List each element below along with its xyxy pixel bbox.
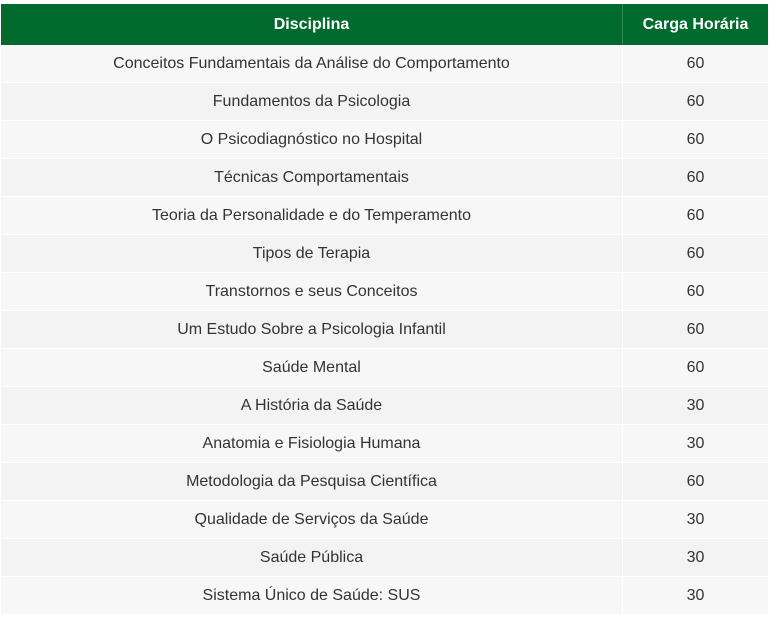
- table-row: [1, 387, 768, 425]
- hours-cell: 60: [623, 349, 768, 387]
- table-row: [1, 83, 768, 121]
- curriculum-table: [1, 4, 768, 615]
- discipline-cell: Saúde Mental: [1, 349, 623, 387]
- discipline-cell: Um Estudo Sobre a Psicologia Infantil: [1, 311, 623, 349]
- discipline-cell: Transtornos e seus Conceitos: [1, 273, 623, 311]
- table-row: [1, 121, 768, 159]
- table-row: [1, 197, 768, 235]
- hours-cell: 30: [623, 425, 768, 463]
- hours-cell: 60: [623, 83, 768, 121]
- discipline-cell: O Psicodiagnóstico no Hospital: [1, 121, 623, 159]
- hours-cell: 60: [623, 463, 768, 501]
- curriculum-table-container: [1, 4, 768, 615]
- hours-cell: 60: [623, 273, 768, 311]
- hours-cell: 30: [623, 539, 768, 577]
- table-row: [1, 273, 768, 311]
- header-hours: Carga Horária: [623, 4, 768, 45]
- table-row: [1, 349, 768, 387]
- hours-cell: 30: [623, 387, 768, 425]
- hours-cell: 60: [623, 197, 768, 235]
- table-row: [1, 501, 768, 539]
- table-row: [1, 425, 768, 463]
- table-row: [1, 463, 768, 501]
- discipline-cell: Tipos de Terapia: [1, 235, 623, 273]
- table-body: [1, 45, 768, 615]
- discipline-cell: Conceitos Fundamentais da Análise do Comportamento: [1, 45, 623, 83]
- hours-cell: 60: [623, 121, 768, 159]
- hours-cell: 60: [623, 45, 768, 83]
- discipline-cell: Metodologia da Pesquisa Científica: [1, 463, 623, 501]
- table-row: [1, 235, 768, 273]
- discipline-cell: Técnicas Comportamentais: [1, 159, 623, 197]
- header-row: [1, 4, 768, 45]
- discipline-cell: Saúde Pública: [1, 539, 623, 577]
- discipline-cell: Sistema Único de Saúde: SUS: [1, 577, 623, 615]
- table-row: [1, 577, 768, 615]
- table-row: [1, 159, 768, 197]
- hours-cell: 60: [623, 159, 768, 197]
- table-row: [1, 311, 768, 349]
- table-row: [1, 45, 768, 83]
- discipline-cell: Anatomia e Fisiologia Humana: [1, 425, 623, 463]
- table-row: [1, 539, 768, 577]
- hours-cell: 60: [623, 235, 768, 273]
- discipline-cell: Qualidade de Serviços da Saúde: [1, 501, 623, 539]
- header-discipline: Disciplina: [1, 4, 623, 45]
- discipline-cell: A História da Saúde: [1, 387, 623, 425]
- table-header: [1, 4, 768, 45]
- hours-cell: 30: [623, 577, 768, 615]
- hours-cell: 30: [623, 501, 768, 539]
- discipline-cell: Teoria da Personalidade e do Temperamento: [1, 197, 623, 235]
- hours-cell: 60: [623, 311, 768, 349]
- discipline-cell: Fundamentos da Psicologia: [1, 83, 623, 121]
